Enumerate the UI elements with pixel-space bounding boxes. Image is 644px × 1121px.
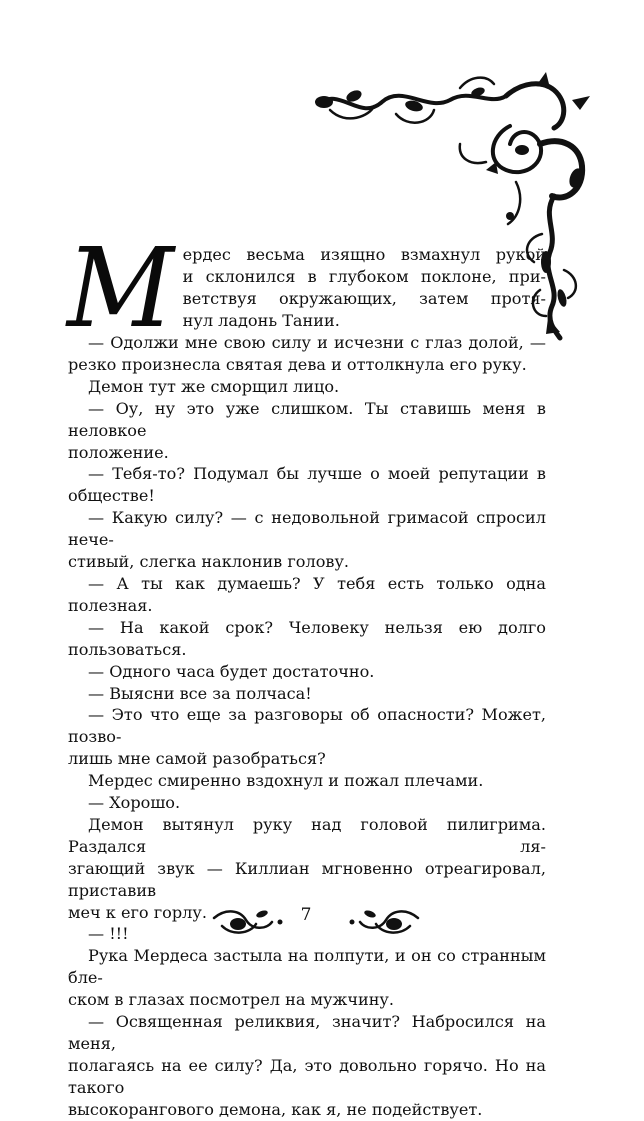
- text-line: нул ладонь Тании.: [182, 310, 340, 330]
- paragraph: [68, 617, 546, 661]
- text-line: — Одолжи мне свою силу и исчезни с глаз долой, —: [88, 333, 546, 352]
- text-line: лишь мне самой разобраться?: [68, 749, 326, 769]
- drop-cap-letter: М: [66, 224, 174, 352]
- paragraph: [68, 683, 546, 705]
- text-line: — !!!: [88, 924, 129, 944]
- paragraph: [68, 463, 546, 507]
- text-line: Рука Мердеса застыла на полпути, и он со странным бле-: [68, 946, 546, 988]
- text-line: резко произнесла святая дева и оттолкнула его руку.: [68, 354, 527, 374]
- text-line: — Одного часа будет достаточно.: [88, 661, 375, 681]
- text-line: — Оу, ну это уже слишком. Ты ставишь меня в неловкое: [68, 398, 546, 440]
- body-text: [66, 224, 546, 1121]
- text-line: — На какой срок? Человеку нельзя ею долго пользоваться.: [68, 617, 546, 659]
- paragraph: [68, 376, 546, 398]
- paragraph: [68, 704, 546, 770]
- text-line: высокорангового демона, как я, не подействует.: [68, 1099, 483, 1119]
- paragraph: [68, 661, 546, 683]
- text-line: — Тебя-то? Подумал бы лучше о моей репутации в обществе!: [68, 464, 546, 506]
- text-line: згающий звук — Киллиан мгновенно отреагировал, приставив: [68, 858, 546, 900]
- text-line: стивый, слегка наклонив голову.: [68, 552, 350, 572]
- text-line: ветствуя окружающих, затем протя-: [182, 288, 546, 308]
- text-line: ердес весьма изящно взмахнул рукой: [182, 245, 546, 264]
- text-line: — Какую силу? — с недовольной гримасой спросил нече-: [68, 508, 546, 550]
- footer-ornament: [0, 904, 644, 940]
- text-line: — Хорошо.: [88, 793, 181, 813]
- paragraph: [68, 398, 546, 464]
- text-line: — А ты как думаешь? У тебя есть только одна полезная.: [68, 573, 546, 615]
- text-line: — Освященная реликвия, значит? Набросился на меня,: [68, 1012, 546, 1053]
- paragraph: [68, 792, 546, 814]
- paragraph: [68, 770, 546, 792]
- page-number: 7: [300, 905, 312, 925]
- text-line: меч к его горлу.: [68, 902, 207, 922]
- paragraph: [68, 507, 546, 573]
- paragraph: [68, 1011, 546, 1121]
- text-line: полагаясь на ее силу? Да, это довольно горячо. Но на такого: [68, 1055, 546, 1097]
- text-line: Демон вытянул руку над головой пилигрима. Раздался ля-: [68, 814, 546, 856]
- text-line: — Выясни все за полчаса!: [88, 683, 312, 703]
- text-line: Мердес смиренно вздохнул и пожал плечами.: [88, 771, 484, 791]
- paragraph-list: [68, 332, 546, 1121]
- text-line: ском в глазах посмотрел на мужчину.: [68, 990, 395, 1010]
- paragraph: [68, 573, 546, 617]
- text-line: Демон тут же сморщил лицо.: [88, 376, 340, 396]
- text-line: — Это что еще за разговоры об опасности? Может, позво-: [68, 705, 546, 747]
- paragraph: [68, 945, 546, 1011]
- text-line: и склонился в глубоком поклоне, при-: [182, 266, 546, 286]
- text-line: положение.: [68, 442, 169, 462]
